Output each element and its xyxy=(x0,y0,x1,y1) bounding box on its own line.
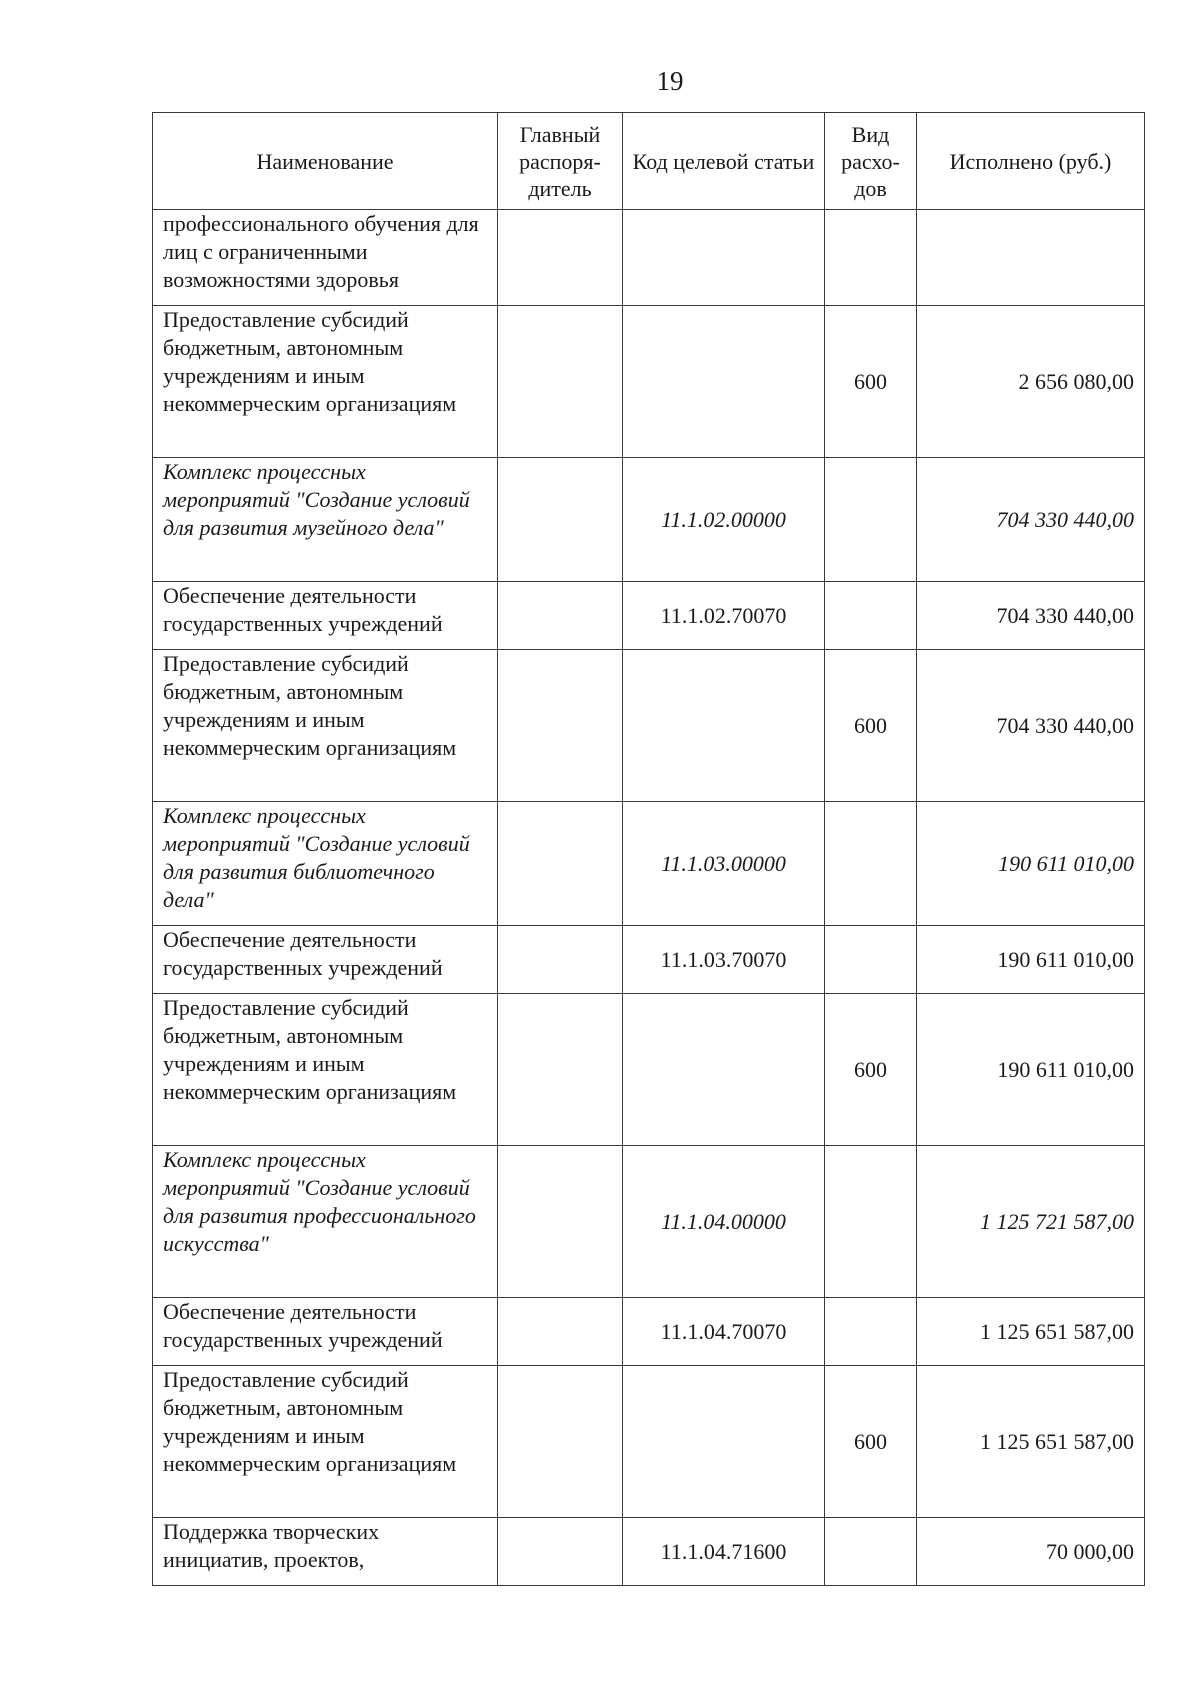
row-amount: 190 611 010,00 xyxy=(917,994,1145,1146)
row-amount: 704 330 440,00 xyxy=(917,458,1145,582)
row-kind: 600 xyxy=(825,1366,917,1518)
row-code xyxy=(623,306,825,458)
row-manager xyxy=(498,458,623,582)
row-amount: 704 330 440,00 xyxy=(917,582,1145,650)
row-code: 11.1.04.00000 xyxy=(623,1146,825,1298)
row-amount: 1 125 651 587,00 xyxy=(917,1366,1145,1518)
row-code: 11.1.03.70070 xyxy=(623,926,825,994)
table-row xyxy=(153,926,1145,994)
row-kind xyxy=(825,802,917,926)
row-code: 11.1.02.00000 xyxy=(623,458,825,582)
row-kind xyxy=(825,582,917,650)
row-code xyxy=(623,994,825,1146)
row-kind: 600 xyxy=(825,650,917,802)
row-kind: 600 xyxy=(825,994,917,1146)
row-name: Обеспечение деятельности государственных учреждений xyxy=(153,582,498,650)
row-amount: 190 611 010,00 xyxy=(917,802,1145,926)
row-name: Обеспечение деятельности государственных учреждений xyxy=(153,1298,498,1366)
table-row xyxy=(153,650,1145,802)
row-manager xyxy=(498,1518,623,1586)
table-row xyxy=(153,994,1145,1146)
row-amount: 70 000,00 xyxy=(917,1518,1145,1586)
row-amount: 1 125 651 587,00 xyxy=(917,1298,1145,1366)
row-code: 11.1.04.70070 xyxy=(623,1298,825,1366)
row-code: 11.1.04.71600 xyxy=(623,1518,825,1586)
header-code: Код целевой статьи xyxy=(623,113,825,210)
row-name: Комплекс процессных мероприятий "Создание условий для развития профессионального искусства" xyxy=(153,1146,498,1298)
row-kind xyxy=(825,1146,917,1298)
table-row xyxy=(153,802,1145,926)
row-name: Предоставление субсидий бюджетным, автономным учреждениям и иным некоммерческим организациям xyxy=(153,306,498,458)
table-row xyxy=(153,1146,1145,1298)
table-row xyxy=(153,1518,1145,1586)
row-kind xyxy=(825,1518,917,1586)
table-row xyxy=(153,582,1145,650)
table-row xyxy=(153,1366,1145,1518)
budget-table xyxy=(152,112,1145,1586)
row-manager xyxy=(498,802,623,926)
table-row xyxy=(153,306,1145,458)
row-amount: 704 330 440,00 xyxy=(917,650,1145,802)
row-name: Комплекс процессных мероприятий "Создание условий для развития музейного дела" xyxy=(153,458,498,582)
table-row xyxy=(153,210,1145,306)
row-code: 11.1.02.70070 xyxy=(623,582,825,650)
row-name: Поддержка творческих инициатив, проектов, xyxy=(153,1518,498,1586)
row-code: 11.1.03.00000 xyxy=(623,802,825,926)
row-amount xyxy=(917,210,1145,306)
row-manager xyxy=(498,1366,623,1518)
row-kind xyxy=(825,210,917,306)
row-amount: 1 125 721 587,00 xyxy=(917,1146,1145,1298)
row-code xyxy=(623,650,825,802)
header-amount: Исполнено (руб.) xyxy=(917,113,1145,210)
row-name: Предоставление субсидий бюджетным, автономным учреждениям и иным некоммерческим организациям xyxy=(153,650,498,802)
row-manager xyxy=(498,926,623,994)
row-manager xyxy=(498,210,623,306)
page-number: 19 xyxy=(656,66,684,96)
row-manager xyxy=(498,582,623,650)
row-name: Предоставление субсидий бюджетным, автономным учреждениям и иным некоммерческим организациям xyxy=(153,994,498,1146)
row-manager xyxy=(498,1298,623,1366)
row-kind xyxy=(825,458,917,582)
header-name: Наименование xyxy=(153,113,498,210)
header-manager: Главный распоря-дитель xyxy=(498,113,623,210)
table-row xyxy=(153,458,1145,582)
row-name: Комплекс процессных мероприятий "Создание условий для развития библиотечного дела" xyxy=(153,802,498,926)
row-amount: 2 656 080,00 xyxy=(917,306,1145,458)
row-manager xyxy=(498,306,623,458)
row-manager xyxy=(498,994,623,1146)
row-kind: 600 xyxy=(825,306,917,458)
table-row xyxy=(153,1298,1145,1366)
row-name: Обеспечение деятельности государственных учреждений xyxy=(153,926,498,994)
row-code xyxy=(623,210,825,306)
row-kind xyxy=(825,926,917,994)
row-amount: 190 611 010,00 xyxy=(917,926,1145,994)
row-code xyxy=(623,1366,825,1518)
row-manager xyxy=(498,1146,623,1298)
row-manager xyxy=(498,650,623,802)
row-name: профессионального обучения для лиц с ограниченными возможностями здоровья xyxy=(153,210,498,306)
table-header-row xyxy=(153,113,1145,210)
header-kind: Вид расхо-дов xyxy=(825,113,917,210)
row-name: Предоставление субсидий бюджетным, автономным учреждениям и иным некоммерческим организациям xyxy=(153,1366,498,1518)
row-kind xyxy=(825,1298,917,1366)
